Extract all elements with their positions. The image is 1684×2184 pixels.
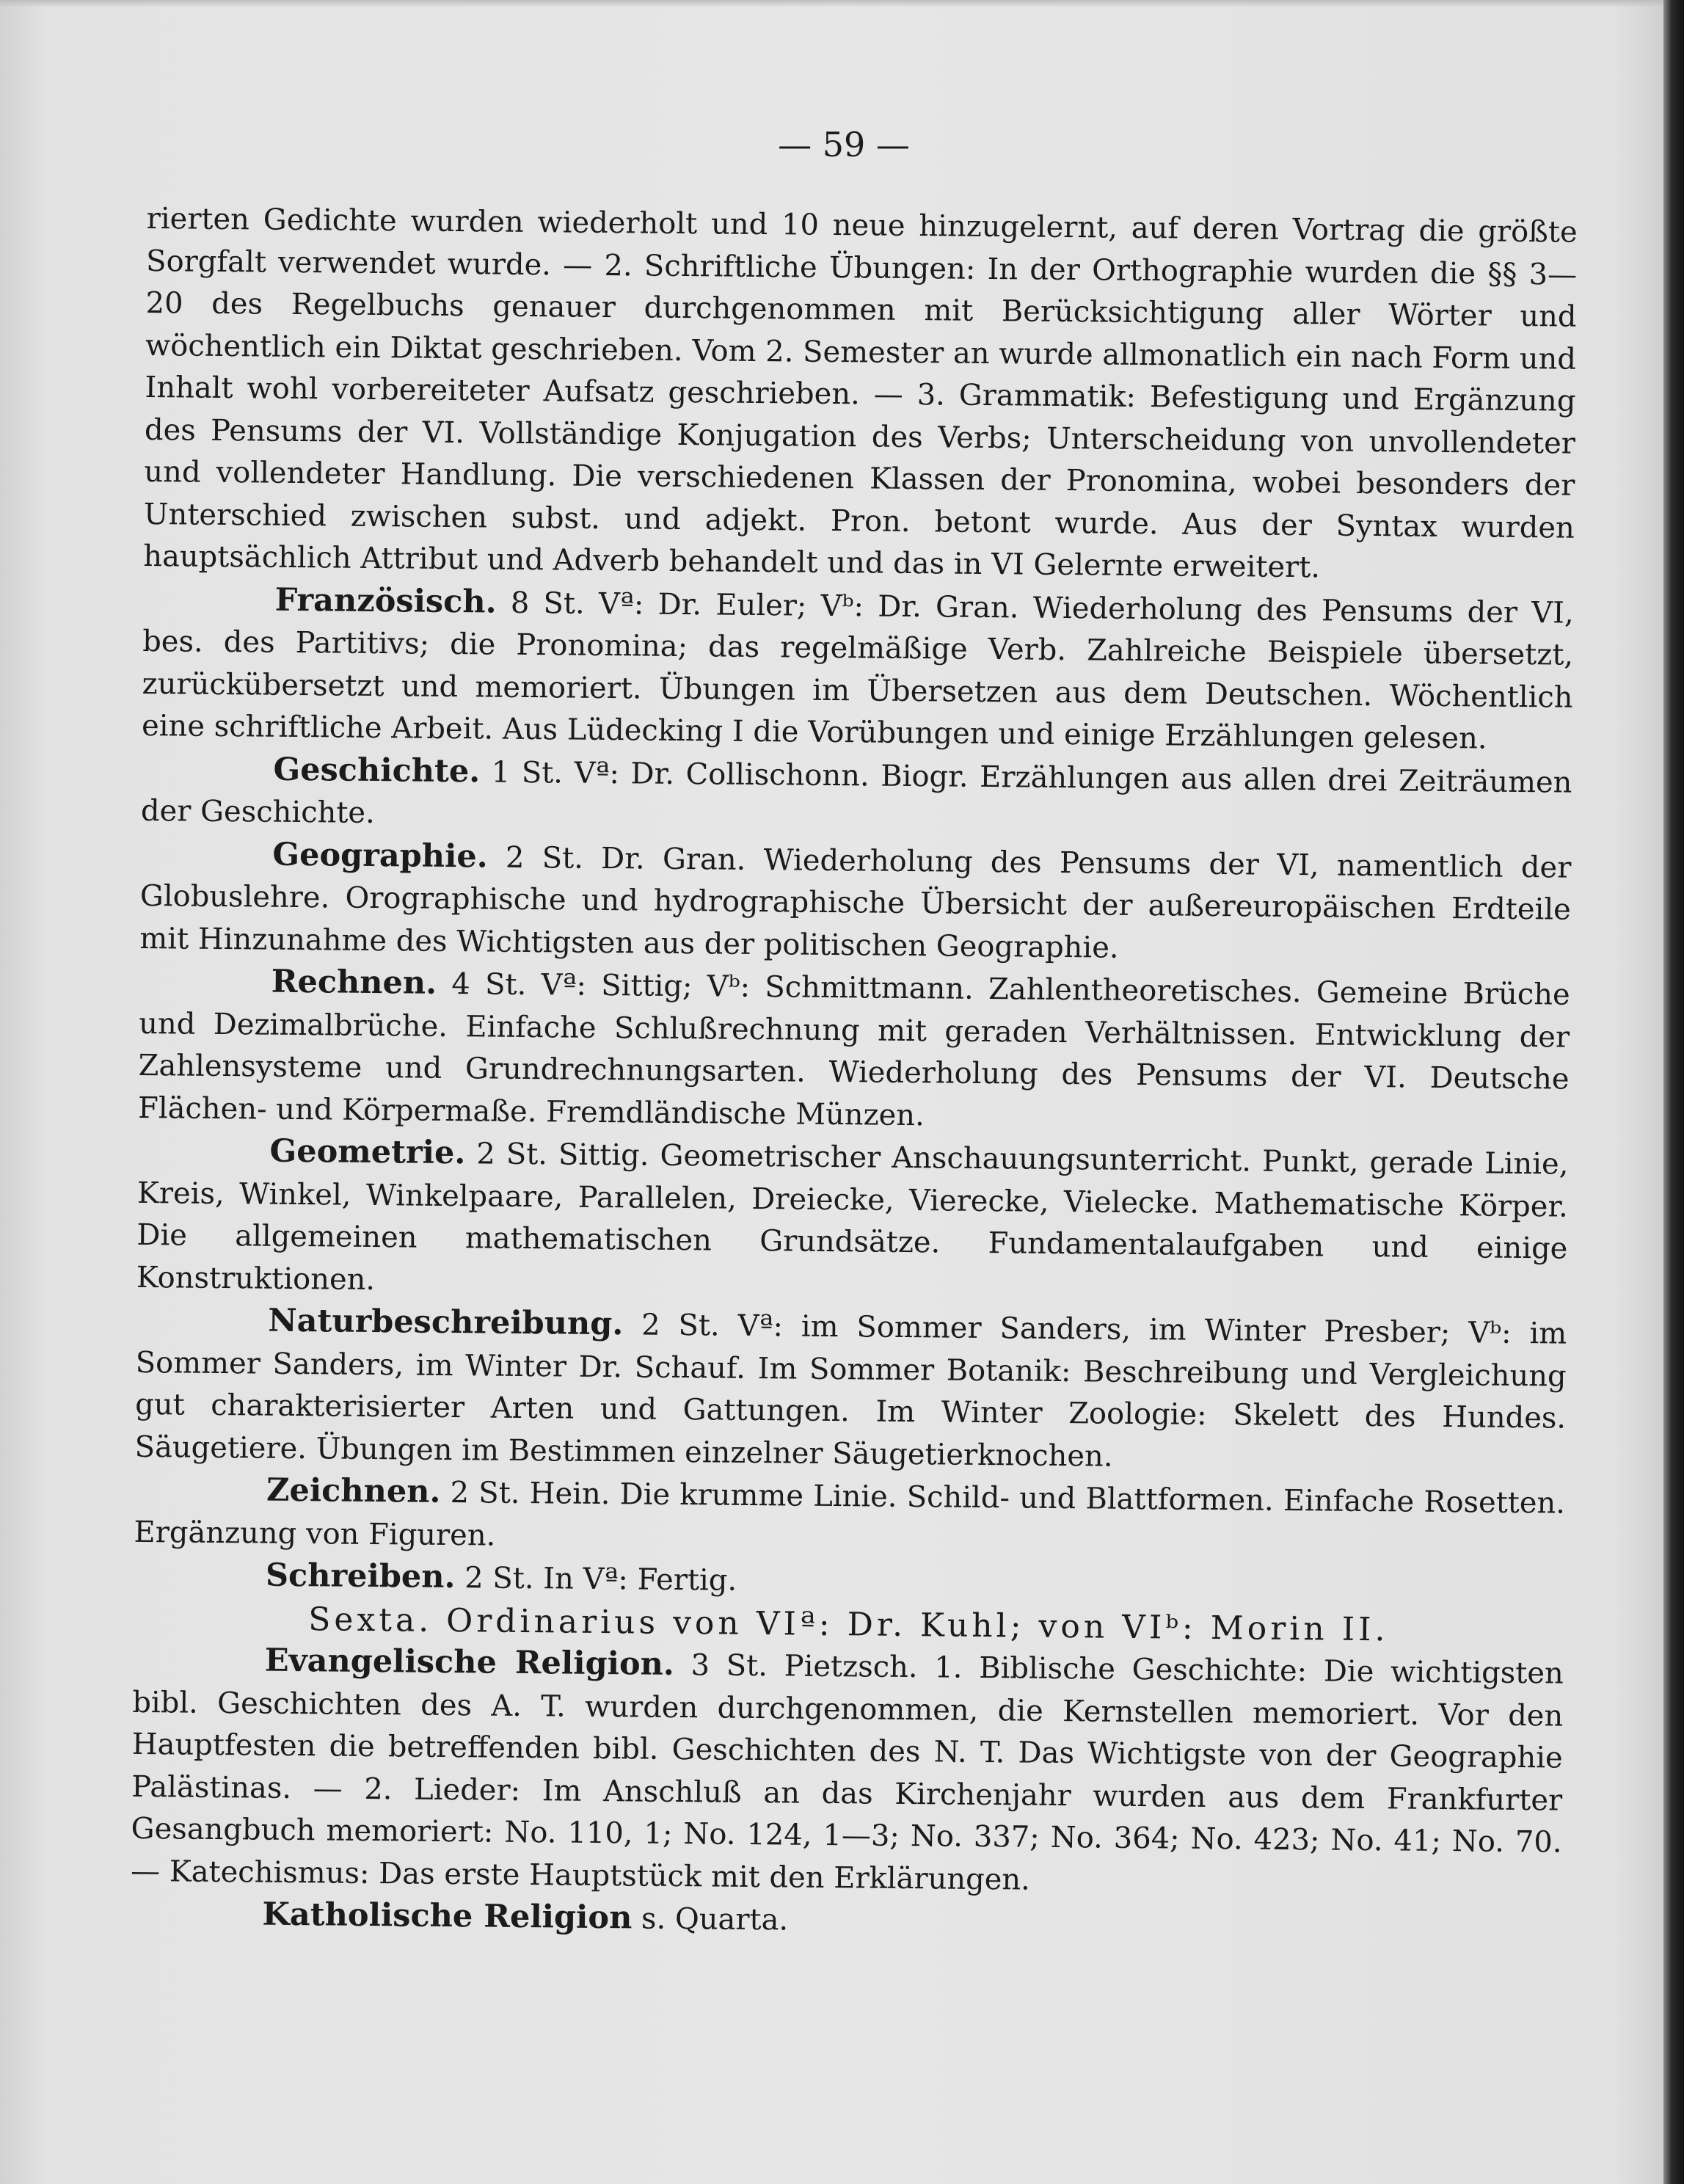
paragraph-katholische-religion: Katholische Religion s. Quarta. bbox=[262, 1896, 789, 1937]
paragraph-geschichte: Geschichte. 1 St. Vª: Dr. Collischonn. Biogr. Erzählungen aus allen drei Zeiträumen der Geschichte. bbox=[140, 751, 1572, 831]
subject-heading: Rechnen. bbox=[271, 963, 437, 1002]
subject-heading: Geometrie. bbox=[269, 1132, 466, 1172]
paragraph-geographie: Geographie. 2 St. Dr. Gran. Wiederholung des Pensums der VI, namentlich der Globuslehre. Orographische und hydrographische Übersicht der außereuropäischen Erdteile mit Hinzunahme des Wichtigsten aus der politischen Geographie. bbox=[139, 836, 1572, 965]
scan-top-shadow bbox=[0, 0, 1684, 7]
paragraph-schreiben: Schreiben. 2 St. In Vª: Fertig. bbox=[265, 1557, 737, 1598]
page-number: — 59 — bbox=[778, 125, 910, 164]
subject-heading: Geschichte. bbox=[273, 751, 481, 790]
paragraph-deutsch-continued: rierten Gedichte wurden wiederholt und 10 neue hinzugelernt, auf deren Vortrag die größte Sorgfalt verwendet wurde. — 2. Schriftliche Übungen: In der Orthographie wurden die §§ 3—20 des Regelbuchs genauer durchgenommen mit Berücksichtigung aller Wörter und wöchentlich ein Diktat geschrieben. Vom 2. Semester an wurde allmonatlich ein nach Form und Inhalt wohl vorbereiteter Aufsatz geschrieben. — 3. Grammatik: Befestigung und Ergänzung des Pensums der VI. Vollständige Konjugation des Verbs; Unterscheidung von unvollendeter und vollendeter Handlung. Die verschiedenen Klassen der Pronomina, wobei besonders der Unterschied zwischen subst. und adjekt. Pron. betont wurde. Aus der Syntax wurden hauptsächlich Attribut und Adverb behandelt und das in VI Gelernte erweitert. bbox=[143, 201, 1578, 585]
subject-heading: Geographie. bbox=[272, 836, 488, 876]
document-body bbox=[130, 198, 1578, 1949]
paragraph-naturbeschreibung: Naturbeschreibung. 2 St. Vª: im Sommer Sanders, im Winter Presber; Vᵇ: im Sommer Sanders, im Winter Dr. Schauf. Im Sommer Botanik: Beschreibung und Vergleichung gut charakterisierter Arten und Gattungen. Im Winter Zoologie: Skelett des Hundes. Säugetiere. Übungen im Bestimmen einzelner Säugetierknochen. bbox=[134, 1302, 1567, 1474]
paragraph-zeichnen: Zeichnen. 2 St. Hein. Die krumme Linie. Schild- und Blattformen. Einfache Rosetten. Ergänzung von Figuren. bbox=[134, 1471, 1566, 1553]
scan-right-edge bbox=[1663, 0, 1684, 2184]
subject-heading: Evangelische Religion. bbox=[264, 1642, 675, 1683]
subject-heading: Katholische Religion bbox=[262, 1896, 633, 1937]
subject-heading: Zeichnen. bbox=[266, 1471, 441, 1510]
subject-heading: Schreiben. bbox=[265, 1557, 456, 1596]
paragraph-rechnen: Rechnen. 4 St. Vª: Sittig; Vᵇ: Schmittmann. Zahlentheoretisches. Gemeine Brüche und Dezimalbrüche. Einfache Schlußrechnung mit geraden Verhältnissen. Entwicklung der Zahlensysteme und Grundrechnungsarten. Wiederholung des Pensums der VI. Deutsche Flächen- und Körpermaße. Fremdländische Münzen. bbox=[137, 963, 1570, 1132]
paragraph-geometrie: Geometrie. 2 St. Sittig. Geometrischer Anschauungsunterricht. Punkt, gerade Linie, Kreis, Winkel, Winkelpaare, Parallelen, Dreiecke, Vierecke, Vielecke. Mathematische Körper. Die allgemeinen mathematischen Grundsätze. Fundamentalaufgaben und einige Konstruktionen. bbox=[136, 1132, 1569, 1297]
subject-heading: Französisch. bbox=[274, 581, 497, 621]
section-heading-sexta: Sexta. Ordinarius von VIª: Dr. Kuhl; von VIᵇ: Morin II. bbox=[308, 1600, 1389, 1648]
paragraph-evangelische-religion: Evangelische Religion. 3 St. Pietzsch. 1. Biblische Geschichte: Die wichtigsten bibl. Geschichten des A. T. wurden durchgenommen, die Kernstellen memoriert. Vor den Hauptfesten die betreffenden bibl. Geschichten des N. T. Das Wichtigste von der Geographie Palästinas. — 2. Lieder: Im Anschluß an das Kirchenjahr wurden aus dem Frankfurter Gesangbuch memoriert: No. 110, 1; No. 124, 1—3; No. 337; No. 364; No. 423; No. 41; No. 70. — Katechismus: Das erste Hauptstück mit den Erklärungen. bbox=[130, 1642, 1564, 1897]
subject-heading: Naturbeschreibung. bbox=[268, 1302, 624, 1343]
paragraph-franzoesisch: Französisch. 8 St. Vª: Dr. Euler; Vᵇ: Dr. Gran. Wiederholung des Pensums der VI, bes. des Partitivs; die Pronomina; das regelmäßige Verb. Zahlreiche Beispiele übersetzt, zurückübersetzt und memoriert. Übungen im Übersetzen aus dem Deutschen. Wöchentlich eine schriftliche Arbeit. Aus Lüdecking I die Vorübungen und einige Erzählungen gelesen. bbox=[141, 581, 1574, 756]
